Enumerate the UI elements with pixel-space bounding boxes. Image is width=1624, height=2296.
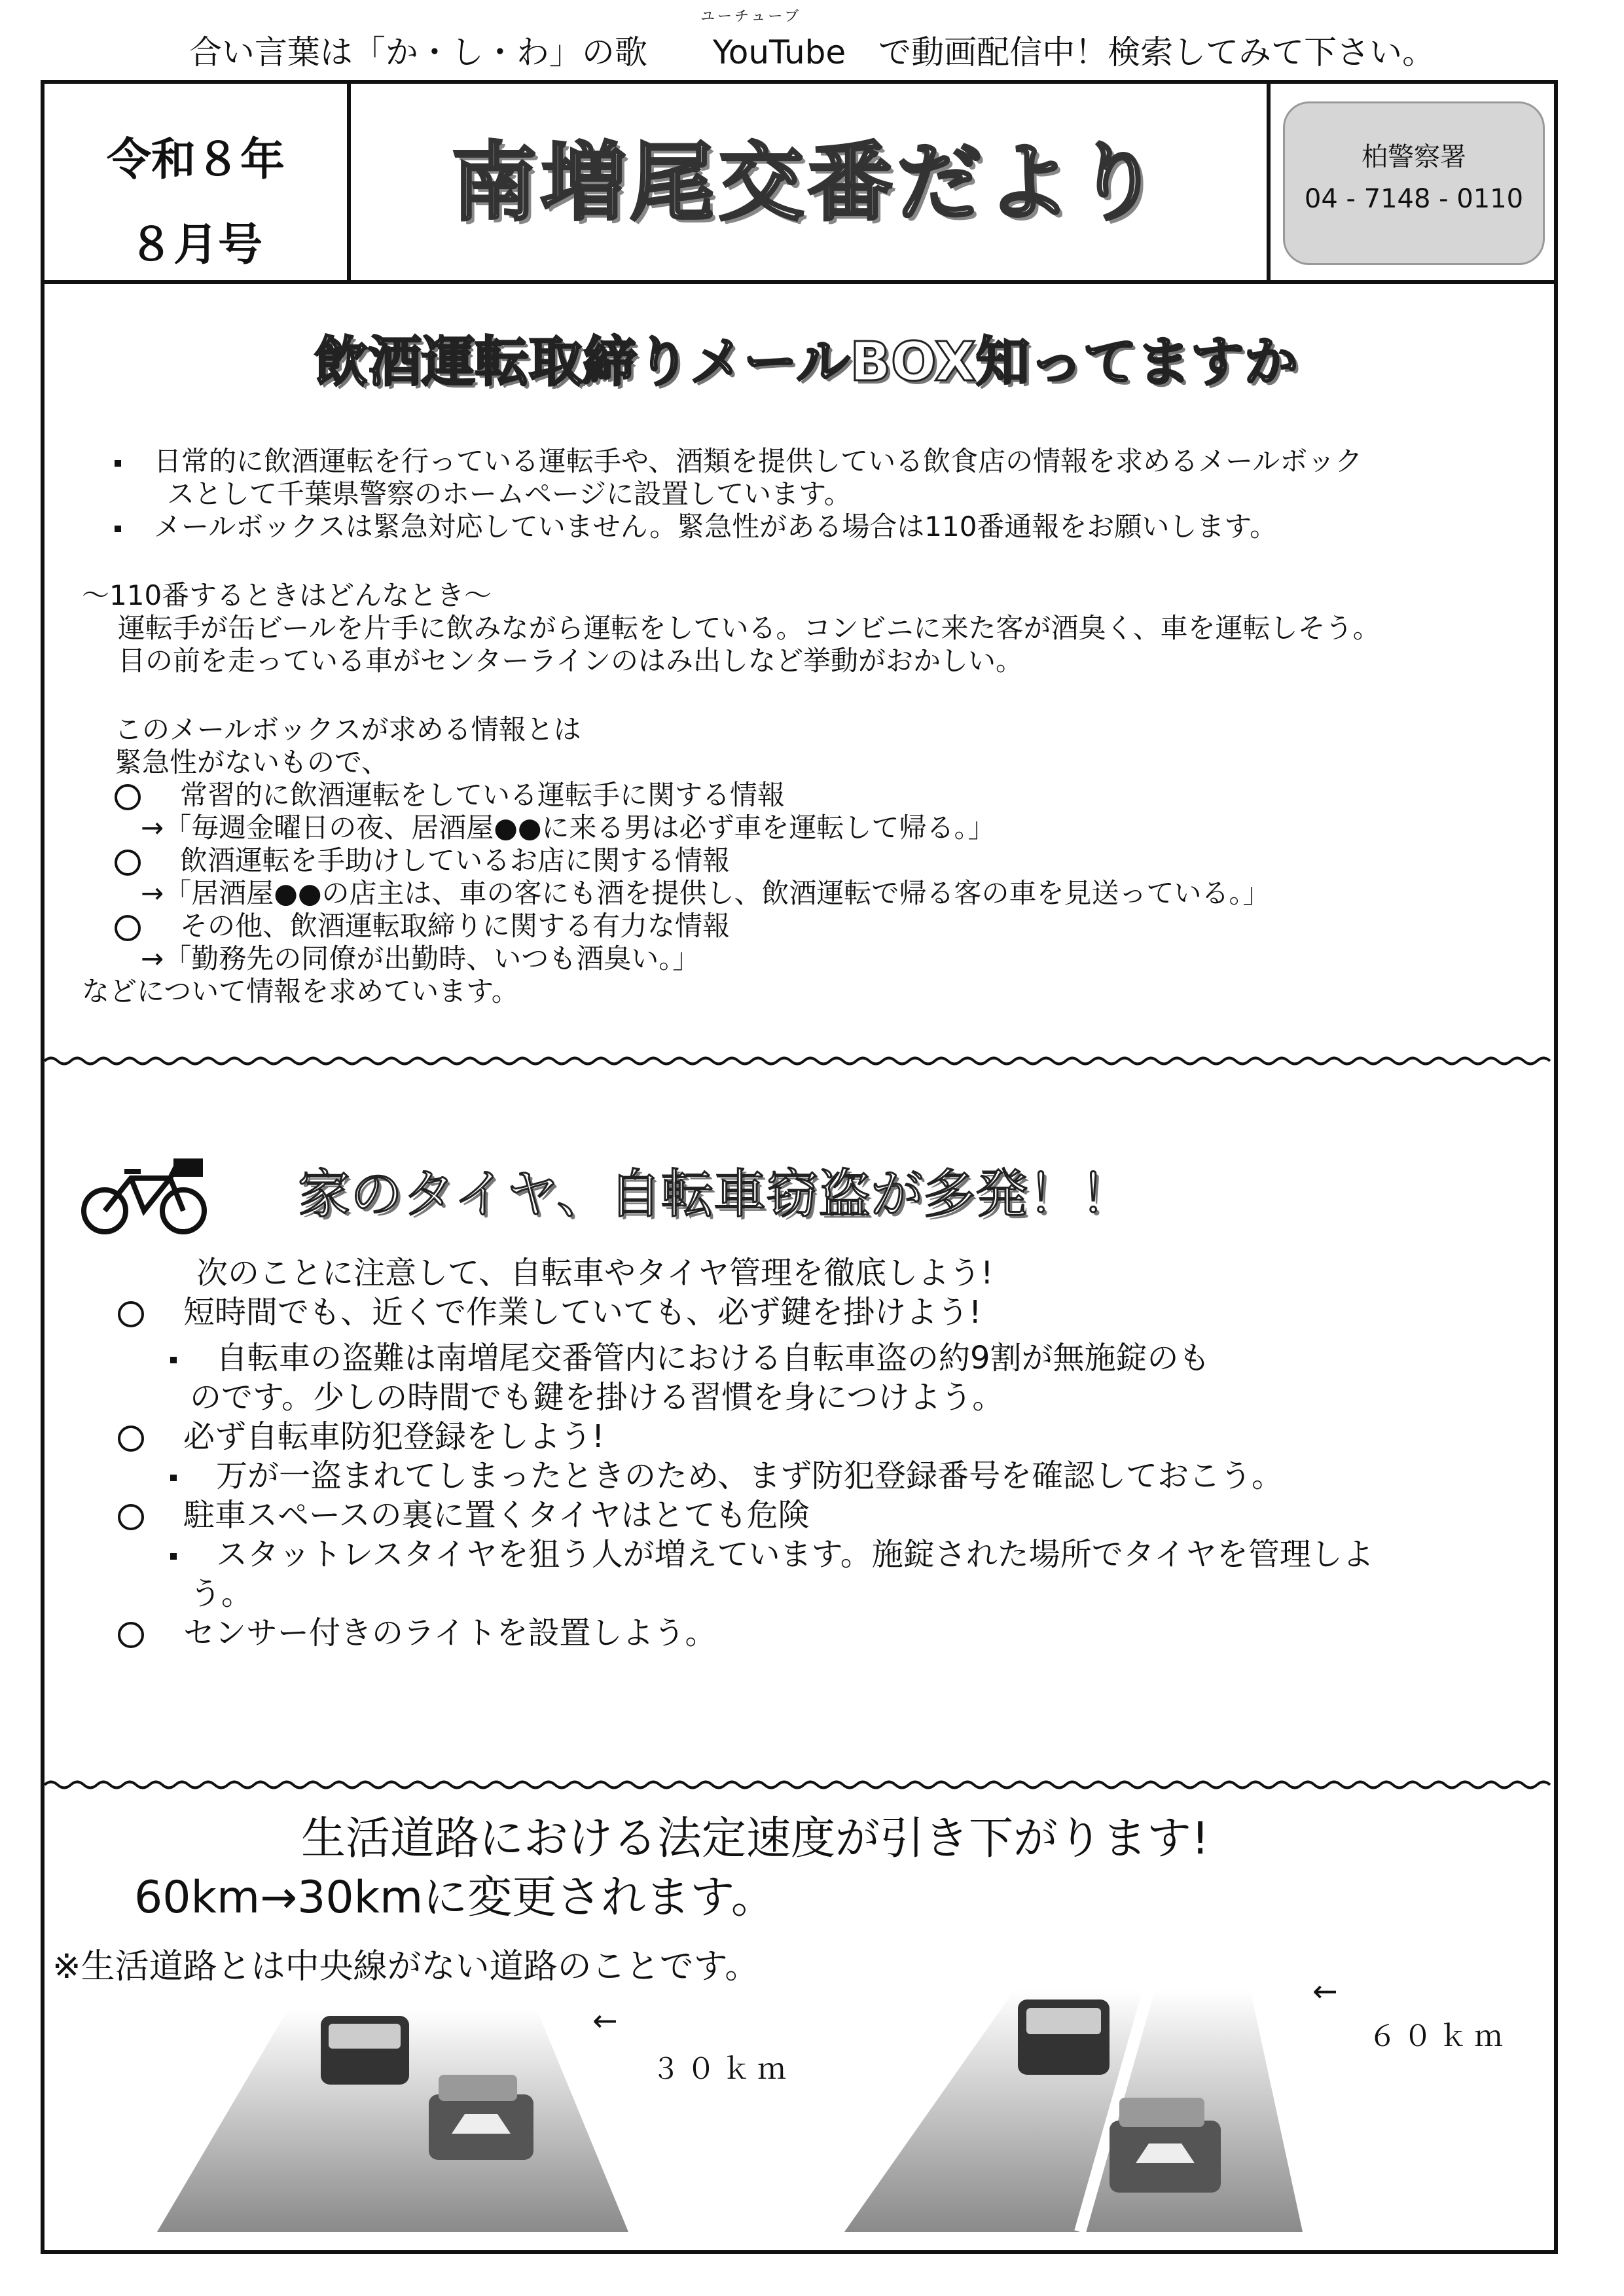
theft-point-3: 駐車スペースの裏に置くタイヤはとても危険	[118, 1496, 810, 1535]
bicycle-icon	[79, 1152, 209, 1237]
header-divider-left	[347, 80, 351, 284]
circle-icon	[118, 1301, 144, 1327]
info-item-3: その他、飲酒運転取締りに関する有力な情報	[115, 910, 730, 942]
road-illustration-60km	[844, 1970, 1316, 2232]
info-item-3-example: →「勤務先の同僚が出勤時、いつも酒臭い。」	[141, 942, 700, 975]
when110-heading: ～110番するときはどんなとき～	[82, 579, 492, 611]
wavy-divider	[45, 1779, 1554, 1791]
info-item-1-example: →「毎週金曜日の夜、居酒屋●●に来る男は必ず車を運転して帰る。」	[141, 812, 996, 844]
section2-title: 家のタイヤ、自転車窃盗が多発！！	[298, 1164, 1133, 1225]
bullet-icon	[170, 1475, 177, 1481]
road-definition-note: ※生活道路とは中央線がない道路のことです。	[52, 1947, 759, 1986]
section1-bullet-2: メールボックスは緊急対応していません。緊急性がある場合は110番通報をお願いします。	[115, 511, 1277, 543]
theft-point-4: センサー付きのライトを設置しよう。	[118, 1613, 717, 1653]
arrow-left-30: ←	[592, 2003, 618, 2038]
issue-year: 令和８年	[106, 134, 285, 186]
bullet-icon	[170, 1357, 177, 1363]
circle-icon	[118, 1622, 144, 1648]
circle-icon	[118, 1426, 144, 1452]
theft-point-3-sub-cont: う。	[190, 1575, 253, 1612]
info-item-1: 常習的に飲酒運転をしている運転手に関する情報	[115, 779, 785, 812]
speed-headline-1: 生活道路における法定速度が引き下がります!	[301, 1813, 1210, 1865]
arrow-left-60: ←	[1312, 1973, 1338, 2009]
info-item-2-example: →「居酒屋●●の店主は、車の客にも酒を提供し、飲酒運転で帰る客の車を見送っている。」	[141, 877, 1271, 909]
youtube-ruby: ユーチューブ	[700, 9, 802, 25]
bullet-icon	[170, 1553, 177, 1560]
wavy-divider	[45, 1055, 1554, 1067]
section1-bullet-1-cont: スとして千葉県警察のホームページに設置しています。	[167, 478, 852, 510]
info-item-2: 飲酒運転を手助けしているお店に関する情報	[115, 844, 730, 877]
station-name: 柏警察署	[1362, 142, 1466, 172]
issue-month: ８月号	[128, 219, 262, 271]
section1-title: 飲酒運転取締りメールBOX知ってますか	[314, 331, 1298, 393]
speed-60km-label: ６０ｋｍ	[1368, 2020, 1509, 2053]
theft-point-2: 必ず自転車防犯登録をしよう!	[118, 1417, 604, 1456]
road-illustration-30km	[157, 2003, 628, 2232]
theft-point-2-sub: 万が一盗まれてしまったときのため、まず防犯登録番号を確認しておこう。	[170, 1456, 1283, 1496]
issue-date	[45, 118, 347, 288]
speed-30km-label: ３０ｋｍ	[651, 2053, 793, 2086]
section1-closing: などについて情報を求めています。	[82, 975, 519, 1007]
bullet-icon	[115, 526, 121, 532]
theft-point-3-sub: スタットレスタイヤを狙う人が増えています。施錠された場所でタイヤを管理しよ	[170, 1535, 1374, 1574]
top-note: 合い言葉は「か・し・わ」の歌 YouTube で動画配信中！検索してみて下さい。	[189, 33, 1435, 71]
when110-line-2: 目の前を走っている車がセンターラインのはみ出しなど挙動がおかしい。	[118, 645, 1024, 677]
circle-icon	[115, 915, 141, 941]
info-intro-2: 緊急性がないもので、	[115, 746, 389, 778]
circle-icon	[115, 850, 141, 876]
circle-icon	[118, 1504, 144, 1530]
section1-bullet-1: 日常的に飲酒運転を行っている運転手や、酒類を提供している飲食店の情報を求めるメールボック	[115, 445, 1362, 478]
theft-point-1-sub: 自転車の盗難は南増尾交番管内における自転車盗の約9割が無施錠のも	[170, 1338, 1210, 1378]
speed-headline-2: 60km→30kmに変更されます。	[134, 1872, 776, 1924]
theft-point-1: 短時間でも、近くで作業していても、必ず鍵を掛けよう!	[118, 1293, 981, 1332]
police-station-box	[1283, 101, 1545, 265]
theft-point-1-sub-cont: のです。少しの時間でも鍵を掛ける習慣を身につけよう。	[190, 1379, 1004, 1416]
newsletter-title: 南増尾交番だより	[452, 133, 1164, 232]
header-divider-right	[1267, 80, 1271, 284]
bullet-icon	[115, 460, 121, 467]
section2-intro: 次のことに注意して、自転車やタイヤ管理を徹底しよう!	[196, 1255, 994, 1291]
station-phone: 04 - 7148 - 0110	[1304, 184, 1524, 214]
info-intro-1: このメールボックスが求める情報とは	[115, 713, 581, 745]
when110-line-1: 運転手が缶ビールを片手に飲みながら運転をしている。コンビニに来た客が酒臭く、車を運転しそう。	[118, 612, 1380, 644]
circle-icon	[115, 784, 141, 810]
